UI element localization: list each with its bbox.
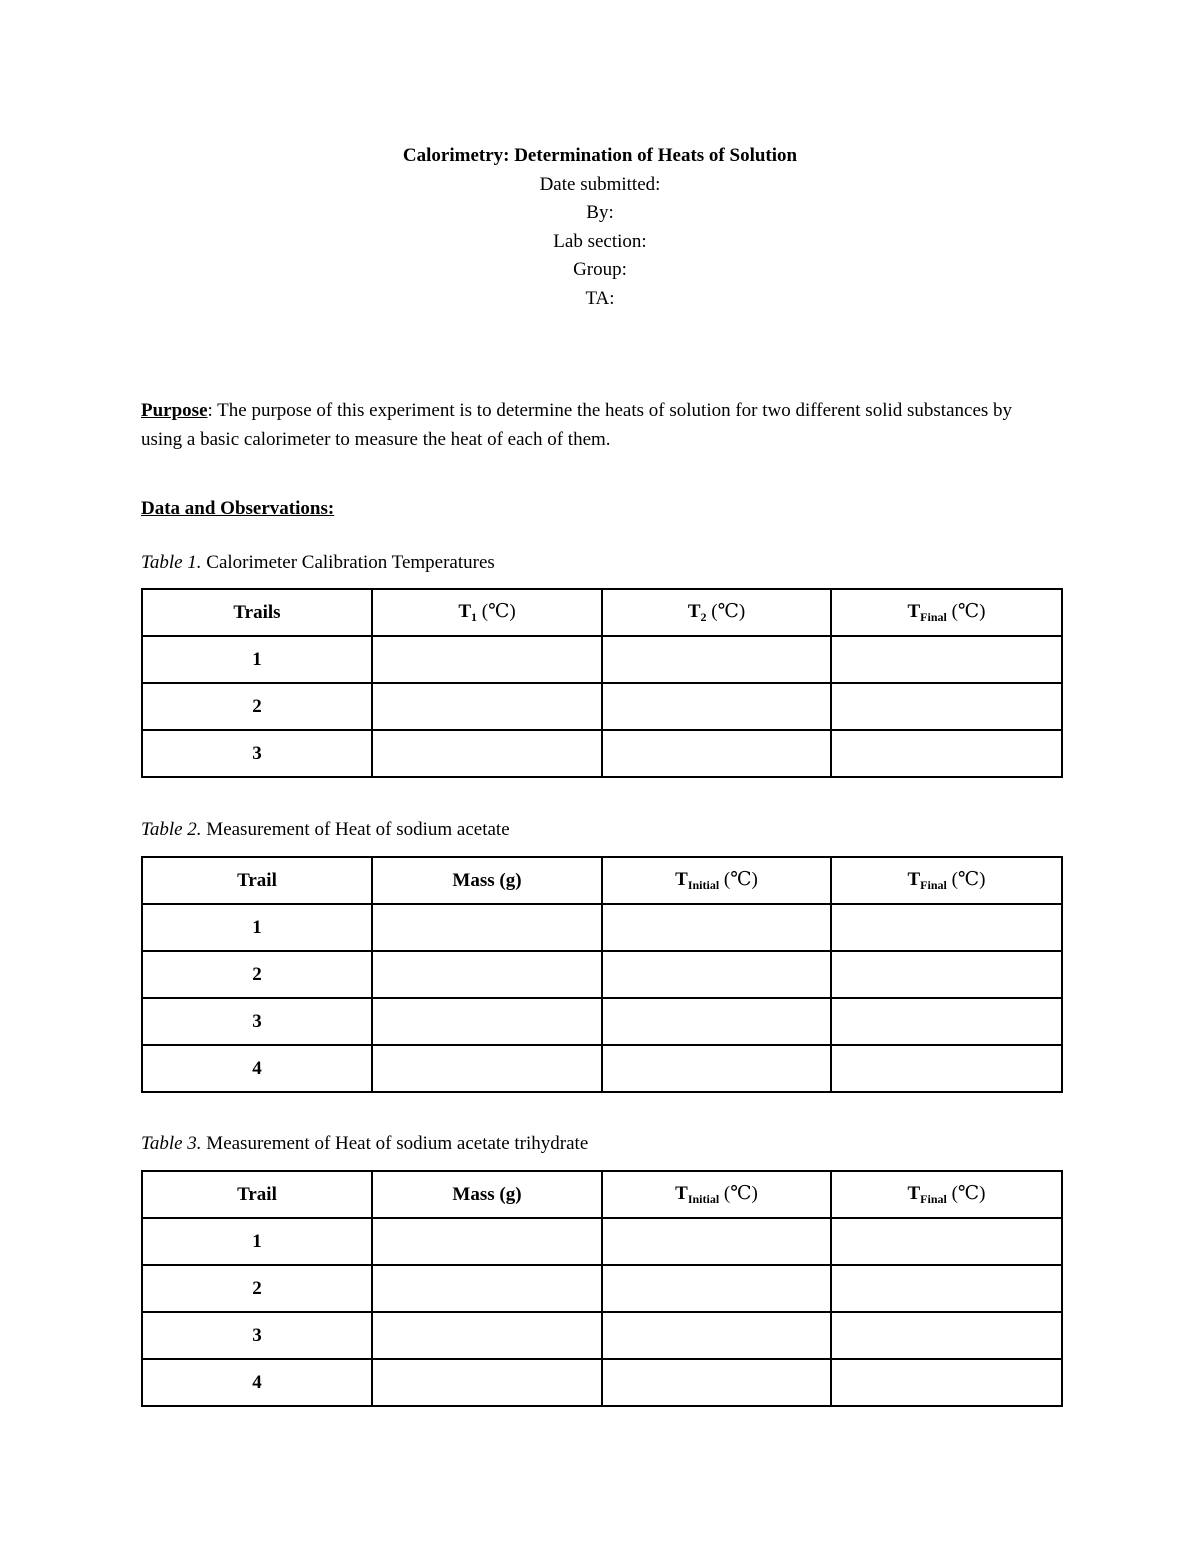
t-initial-input-cell[interactable] <box>602 1218 831 1265</box>
trial-number-cell: 3 <box>142 998 372 1045</box>
t1-input-cell[interactable] <box>372 636 602 683</box>
purpose-paragraph <box>141 397 1041 454</box>
document-header <box>0 142 1200 313</box>
table-row <box>142 1265 1062 1312</box>
table-3-caption-text: Measurement of Heat of sodium acetate trihydrate <box>201 1133 589 1154</box>
mass-input-cell[interactable] <box>372 1218 602 1265</box>
table-2-caption-text: Measurement of Heat of sodium acetate <box>201 819 510 840</box>
mass-input-cell[interactable] <box>372 998 602 1045</box>
trial-number-cell: 2 <box>142 1265 372 1312</box>
t-final-header: $T_{Final}$ (℃) <box>831 857 1062 904</box>
table-header-row <box>142 1171 1062 1218</box>
t-initial-input-cell[interactable] <box>602 1045 831 1092</box>
trial-number-cell: 2 <box>142 683 372 730</box>
t-final-input-cell[interactable] <box>831 730 1062 777</box>
t-final-input-cell[interactable] <box>831 1045 1062 1092</box>
t-initial-header: $T_{Initial}$ (℃) <box>602 1171 831 1218</box>
t-final-input-cell[interactable] <box>831 1312 1062 1359</box>
table-2-caption <box>141 817 510 843</box>
t-final-input-cell[interactable] <box>831 998 1062 1045</box>
mass-input-cell[interactable] <box>372 1312 602 1359</box>
lab-section-line: Lab section: <box>553 230 647 252</box>
mass-input-cell[interactable] <box>372 951 602 998</box>
data-observations-heading: Data and Observations: <box>141 498 335 519</box>
ta-line: TA: <box>585 287 615 309</box>
table-row <box>142 683 1062 730</box>
t-initial-input-cell[interactable] <box>602 1312 831 1359</box>
t-final-input-cell[interactable] <box>831 683 1062 730</box>
table-row <box>142 904 1062 951</box>
trial-number-cell: 2 <box>142 951 372 998</box>
table-3-caption <box>141 1131 588 1157</box>
trail-header: Trail <box>142 1171 372 1218</box>
t-final-input-cell[interactable] <box>831 951 1062 998</box>
trial-number-cell: 3 <box>142 730 372 777</box>
t2-input-cell[interactable] <box>602 730 831 777</box>
table-row <box>142 636 1062 683</box>
table-1-caption-text: Calorimeter Calibration Temperatures <box>201 552 495 573</box>
t-initial-input-cell[interactable] <box>602 1265 831 1312</box>
trial-number-cell: 1 <box>142 636 372 683</box>
table-2-caption-number: Table 2. <box>141 819 202 840</box>
trial-number-cell: 4 <box>142 1359 372 1406</box>
purpose-text: : The purpose of this experiment is to determine the heats of solution for two different solid substances by using a basic calorimeter to measure the heat of each of them. <box>141 400 1013 450</box>
mass-input-cell[interactable] <box>372 1045 602 1092</box>
trial-number-cell: 4 <box>142 1045 372 1092</box>
t-initial-input-cell[interactable] <box>602 998 831 1045</box>
t1-input-cell[interactable] <box>372 730 602 777</box>
table-header-row <box>142 857 1062 904</box>
t-initial-header: $T_{Initial}$ (℃) <box>602 857 831 904</box>
t-final-input-cell[interactable] <box>831 1218 1062 1265</box>
mass-header: Mass (g) <box>372 857 602 904</box>
document-title: Calorimetry: Determination of Heats of Solution <box>402 145 798 166</box>
sodium-acetate-trihydrate-table <box>141 1170 1063 1407</box>
trial-number-cell: 1 <box>142 904 372 951</box>
t-final-input-cell[interactable] <box>831 636 1062 683</box>
t-initial-input-cell[interactable] <box>602 904 831 951</box>
calibration-temperatures-table <box>141 588 1063 778</box>
sodium-acetate-table <box>141 856 1063 1093</box>
trail-header: Trail <box>142 857 372 904</box>
t-final-input-cell[interactable] <box>831 904 1062 951</box>
purpose-label: Purpose <box>141 400 208 421</box>
t1-header: $T_1$ (℃) <box>372 589 602 636</box>
date-submitted-line: Date submitted: <box>539 173 661 195</box>
by-line: By: <box>586 202 614 223</box>
t2-header: $T_2$ (℃) <box>602 589 831 636</box>
t2-input-cell[interactable] <box>602 636 831 683</box>
table-row <box>142 1359 1062 1406</box>
mass-input-cell[interactable] <box>372 1265 602 1312</box>
table-3-caption-number: Table 3. <box>141 1133 202 1154</box>
table-row <box>142 951 1062 998</box>
mass-input-cell[interactable] <box>372 904 602 951</box>
table-row <box>142 1312 1062 1359</box>
mass-header: Mass (g) <box>372 1171 602 1218</box>
t-final-header: $T_{Final}$ (℃) <box>831 589 1062 636</box>
t-final-header: $T_{Final}$ (℃) <box>831 1171 1062 1218</box>
trial-number-cell: 3 <box>142 1312 372 1359</box>
t-final-input-cell[interactable] <box>831 1265 1062 1312</box>
t1-input-cell[interactable] <box>372 683 602 730</box>
t-initial-input-cell[interactable] <box>602 1359 831 1406</box>
table-row <box>142 1045 1062 1092</box>
t-initial-input-cell[interactable] <box>602 951 831 998</box>
table-row <box>142 730 1062 777</box>
group-line: Group: <box>573 259 627 280</box>
table-1-caption-number: Table 1. <box>141 552 202 573</box>
mass-input-cell[interactable] <box>372 1359 602 1406</box>
table-1-caption <box>141 550 495 576</box>
trails-header: Trails <box>142 589 372 636</box>
t-final-input-cell[interactable] <box>831 1359 1062 1406</box>
t2-input-cell[interactable] <box>602 683 831 730</box>
table-row <box>142 1218 1062 1265</box>
trial-number-cell: 1 <box>142 1218 372 1265</box>
table-row <box>142 998 1062 1045</box>
table-header-row <box>142 589 1062 636</box>
